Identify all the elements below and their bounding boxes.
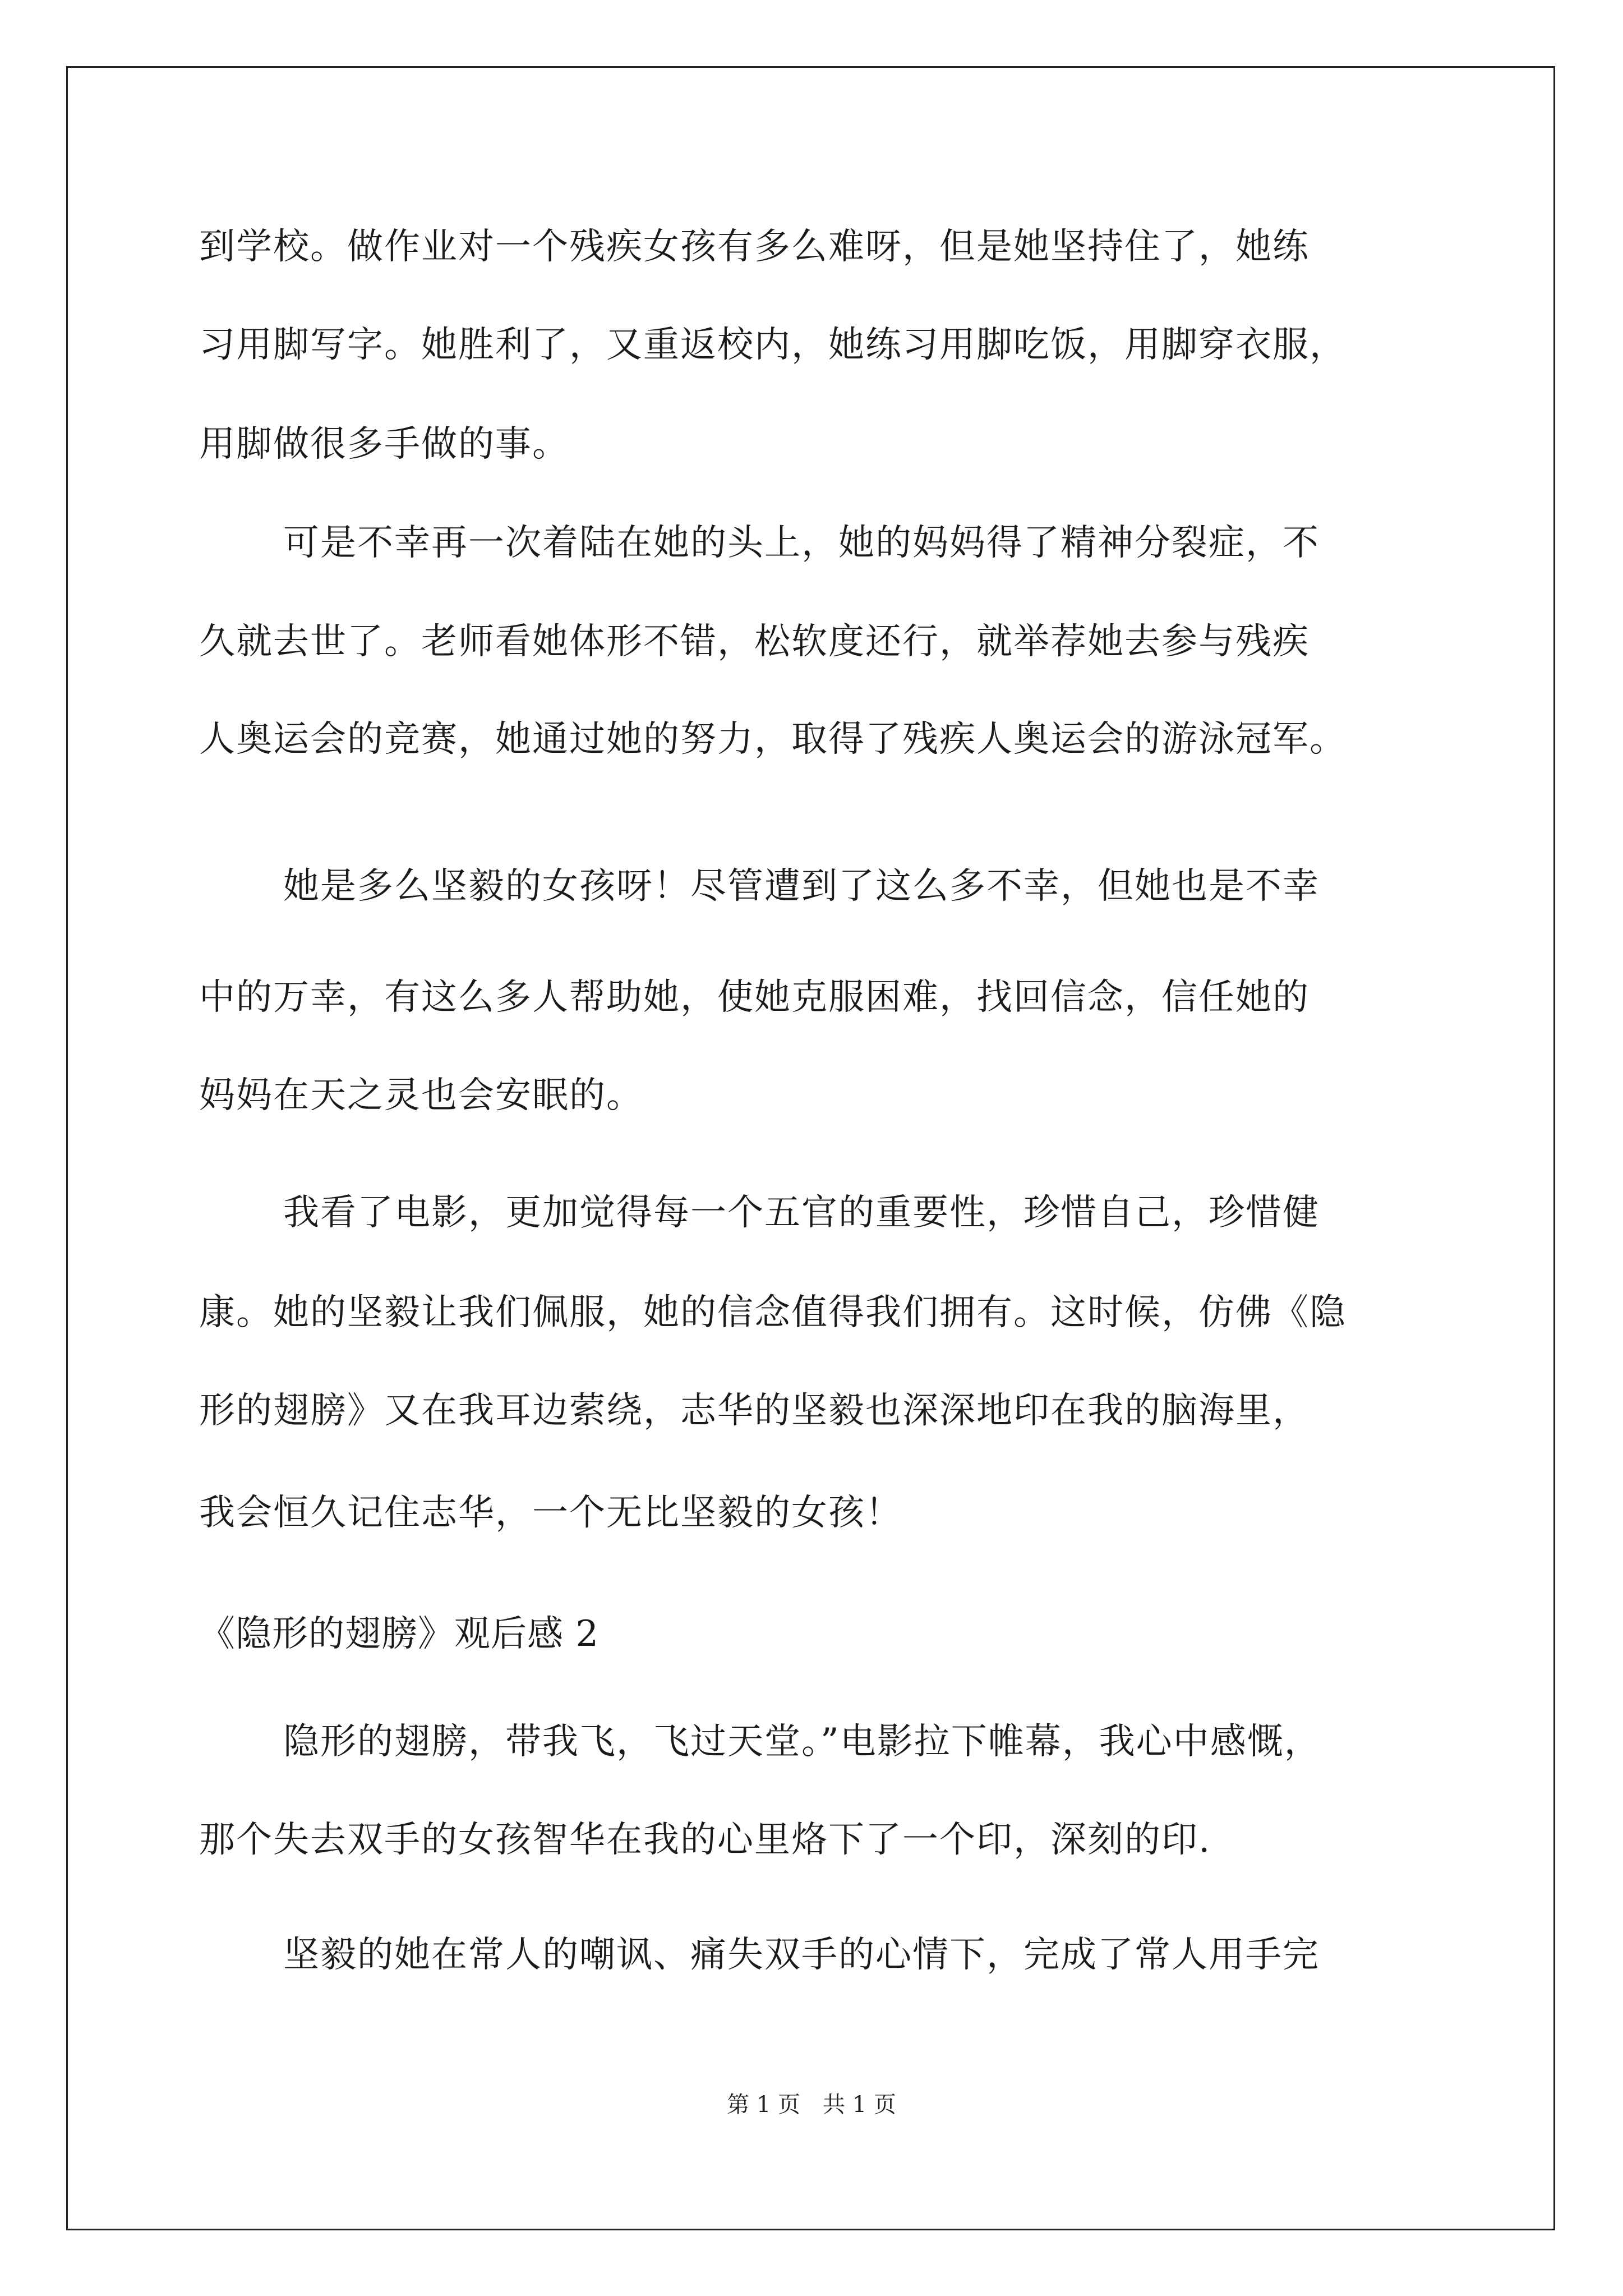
paragraph-line: 妈妈在天之灵也会安眠的。 <box>199 1075 643 1116</box>
page-number: 第 1 页 <box>727 2092 800 2118</box>
paragraph-line: 康。她的坚毅让我们佩服，她的信念值得我们拥有。这时候，仿佛《隐 <box>199 1292 1347 1333</box>
paragraph-line: 我看了电影，更加觉得每一个五官的重要性，珍惜自己，珍惜健 <box>283 1192 1320 1234</box>
page-border <box>66 66 1555 2230</box>
paragraph-line: 人奥运会的竞赛，她通过她的努力，取得了残疾人奥运会的游泳冠军。 <box>199 719 1347 760</box>
paragraph-line: 中的万幸，有这么多人帮助她，使她克服困难，找回信念，信任她的 <box>199 977 1310 1018</box>
paragraph-line: 习用脚写字。她胜利了，又重返校内，她练习用脚吃饭，用脚穿衣服， <box>199 324 1347 366</box>
paragraph-line: 我会恒久记住志华，一个无比坚毅的女孩！ <box>199 1492 902 1534</box>
paragraph-line: 到学校。做作业对一个残疾女孩有多么难呀，但是她坚持住了，她练 <box>199 226 1310 268</box>
paragraph-line: 隐形的翅膀，带我飞，飞过天堂。”电影拉下帷幕，我心中感慨， <box>283 1721 1321 1763</box>
section-heading: 《隐形的翅膀》观后感 2 <box>199 1613 600 1655</box>
paragraph-line: 她是多么坚毅的女孩呀！尽管遭到了这么多不幸，但她也是不幸 <box>283 866 1320 907</box>
page-total: 共 1 页 <box>823 2092 896 2118</box>
paragraph-line: 那个失去双手的女孩智华在我的心里烙下了一个印，深刻的印. <box>199 1819 1211 1861</box>
paragraph-line: 用脚做很多手做的事。 <box>199 424 569 465</box>
paragraph-line: 可是不幸再一次着陆在她的头上，她的妈妈得了精神分裂症，不 <box>283 522 1320 564</box>
paragraph-line: 形的翅膀》又在我耳边萦绕，志华的坚毅也深深地印在我的脑海里， <box>199 1390 1310 1432</box>
paragraph-line: 坚毅的她在常人的嘲讽、痛失双手的心情下，完成了常人用手完 <box>283 1934 1320 1976</box>
page-footer <box>0 2088 1623 2122</box>
paragraph-line: 久就去世了。老师看她体形不错，松软度还行，就举荐她去参与残疾 <box>199 621 1310 662</box>
